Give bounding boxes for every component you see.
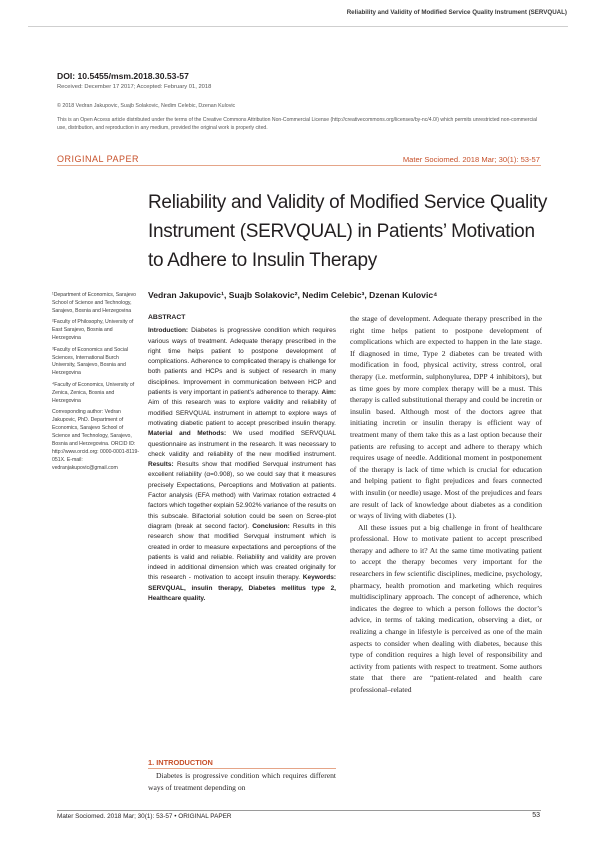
introduction-text: Diabetes is progressive condition which requires different ways of treatment depending on <box>148 771 336 792</box>
running-head: Reliability and Validity of Modified Service Quality Instrument (SERVQUAL) <box>346 9 567 16</box>
abstract-aim-label: Aim: <box>321 389 336 397</box>
abstract-conclusion: Results in this research show that modified Servqual instrument which is created in order to measure expectations and perceptions of the patients is valid and reliable. Reliability and validity are proven indeed in additional dimension which was created originally for this research - motivation to accept insulin therapy. <box>148 522 336 582</box>
affiliation-2: ²Faculty of Philosophy, University of East Sarajevo, Bosnia and Herzegovina <box>52 319 134 342</box>
author-list: Vedran Jakupovic¹, Suajb Solakovic², Nedim Celebic³, Dzenan Kulovic⁴ <box>148 290 438 300</box>
paragraph: the stage of development. Adequate therapy prescribed in the right time helps patient to postpone development of complications which are expected to happen in the late stage. If diagnosed in time, Type 2 diabetes can be treated with modification in food, physical activity, stress control, oral therapy (i.e. metformin, sulphonylurea, DPP 4 inhibitors), but as time goes by more complex therapy will be a must. This therapy is called substitutional therapy and could be incretin or insulin based. Although most of the doctors agree that initiating incretin or insulin therapy is efficient way of treatment many of them take this as a last option because their patients are refusing to accept and adhere to therapy which requires usage of needle. Additional moment in postponement of the therapy is lack of time which is crucial for education and helping patient to fight prejudices and fears connected with insulin (or needle) usage. Most of the prejudices and fears are result of lack of knowledge about diabetes as a condition or ways of living with diabetes (1). <box>350 314 542 521</box>
copyright: © 2018 Vedran Jakupovic, Suajb Solakovic, Nedim Celebic, Dzenan Kulovic <box>57 103 236 109</box>
affiliation-4: ⁴Faculty of Economics, University of Zenica, Zenica, Bosnia and Herzegovina <box>52 381 135 404</box>
affiliation-1: ¹Department of Economics, Sarajevo School of Science and Technology, Sarajevo, Bosnia and Herzegovina <box>52 292 136 314</box>
section-label: ORIGINAL PAPER <box>57 154 140 164</box>
article-title: Reliability and Validity of Modified Service Quality Instrument (SERVQUAL) in Patients’ Motivation to Adhere to Insulin Therapy <box>148 192 548 271</box>
abstract-body <box>148 326 336 604</box>
abstract-results: Results show that modified Servqual instrument has excellent reliability (α=0.908), so we could say that it measures precisely Expectations, Perceptions and Motivation at patients. Factor analysis (EFA method) with Varimax rotation extracted 4 factors which together explain 52.902% variance of the results on this subscale. Bifactorial solution could be seen on Scree-plot diagram (break at second factor). <box>148 461 336 530</box>
abstract-conclusion-label: Conclusion: <box>252 522 290 530</box>
abstract-methods: We used modified SERVQUAL questionnaire as instrument in the research. It was necessary to check validity and reliability of the new modified instrument. <box>148 430 336 458</box>
abstract-aim: Aim of this research was to explore validity and reliability of modified SERVQUAL instrument in attempt to explore ways of motivating diabetic patient to accept prescribed insulin therapy. <box>148 399 336 427</box>
abstract-results-label: Results: <box>148 461 174 469</box>
doi[interactable]: DOI: 10.5455/msm.2018.30.53-57 <box>57 71 189 81</box>
abstract-methods-label: Material and Methods: <box>148 430 227 438</box>
abstract-intro: Diabetes is progressive condition which requires various ways of treatment. Adequate therapy prescribed in the right time helps patient to postpone development of complications. Adherence to complicated therapy is challenge for both patients and HCPs and is subject of research in many disciplines. Improvement in communication between HCP and patients is very important in patient’s adherence to therapy. <box>148 327 336 397</box>
affiliation-3: ³Faculty of Economics and Social Sciences, International Burch University, Sarajevo, Bosnia and Herzegovina <box>52 346 129 377</box>
footer-divider <box>57 810 541 811</box>
page-number: 53 <box>532 812 540 819</box>
paragraph: All these issues put a big challenge in front of healthcare professional. How to motivate patient to accept prescribed therapy and adhere to it? At the same time motivating patient to accept the therapy becomes very important for the researchers in few scientific disciplines, medicine, psychology, pharmacy, health promotion and marketing which requires multidisciplinary approach. The concept of adherence, which indicates the degree to which a person follows the doctor’s advice, in terms of taking medication, observing a diet, or realizing a change in lifestyle is perceived as one of the main aspects to consider when dealing with diabetes, because this type of condition requires a high level of responsibility and activity from patients with respect to treatment. Some authors state that there are “patient-related and health care professional–related <box>350 522 542 694</box>
affiliations <box>52 292 140 476</box>
body-column-2 <box>350 313 542 696</box>
abstract-intro-label: Introduction: <box>148 327 189 335</box>
footer-journal: Mater Sociomed. 2018 Mar; 30(1): 53-57 • ORIGINAL PAPER <box>57 813 232 820</box>
journal-reference: Mater Sociomed. 2018 Mar; 30(1): 53-57 <box>402 155 540 164</box>
introduction-divider <box>148 768 336 769</box>
keywords: SERVQUAL, insulin therapy, Diabetes mellitus type 2, Healthcare quality. <box>148 584 336 603</box>
abstract-heading: ABSTRACT <box>148 314 186 321</box>
received-dates: Received: December 17 2017; Accepted: February 01, 2018 <box>57 84 212 90</box>
section-divider <box>57 165 541 166</box>
introduction-heading: 1. INTRODUCTION <box>148 758 213 767</box>
license-text: This is an Open Access article distributed under the terms of the Creative Commons Attribution Non-Commercial License (http://creativecommons.org/licenses/by-nc/4.0/) which permits unrestricted non-commercial use, distribution, and reproduction in any medium, provided the original work is properly cited. <box>57 117 538 131</box>
abstract <box>148 313 336 604</box>
keywords-label: Keywords: <box>302 574 336 582</box>
corresponding-author: Corresponding author: Vedran Jakupovic, PhD. Department of Economics, Sarajevo School of Science and Technology, Sarajevo, Bosnia and Herzegovina. ORCID ID: http://www.orcid.org: 0000-0001-8119-051X. E-mail: vedranjakupovic@gmail.com <box>52 409 140 471</box>
header-divider <box>28 26 568 27</box>
